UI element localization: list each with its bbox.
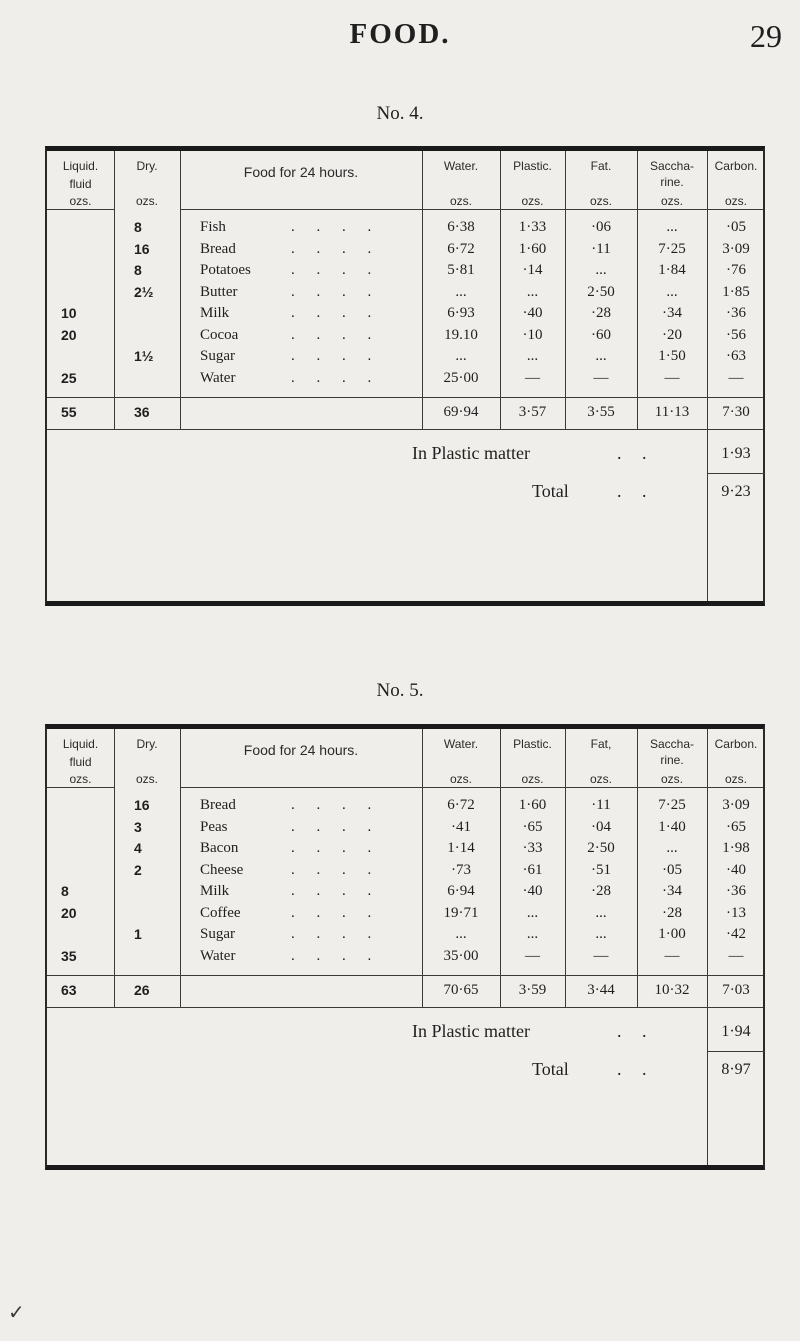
plastic-value: ·14 (522, 262, 543, 278)
summary-rule (47, 1007, 763, 1008)
food-name: Sugar (200, 348, 235, 364)
column-rule (707, 151, 708, 601)
plastic-matter-label: In Plastic matter (412, 443, 530, 463)
food-name: Water (200, 947, 236, 964)
dry-amount: 2 (134, 861, 142, 878)
liquid-total: 63 (61, 982, 77, 998)
table-row (47, 948, 763, 970)
saccharine-value: — (664, 947, 680, 964)
water-total: 70·65 (443, 982, 479, 998)
fat-value: 2·50 (587, 840, 615, 856)
saccharine-value: 1·50 (658, 348, 686, 364)
col-header-fat-unit: ozs. (589, 772, 612, 786)
carbon-value: 3·09 (722, 240, 750, 257)
header-rule (47, 209, 114, 210)
column-rule (180, 151, 181, 429)
header-rule (180, 787, 763, 788)
carbon-value: 1·85 (722, 283, 750, 300)
table-row (47, 370, 763, 392)
food-name: Water (200, 369, 236, 386)
saccharine-value: ... (666, 840, 678, 856)
table-row (47, 348, 763, 370)
fat-value: ·51 (591, 861, 611, 878)
dry-amount: 2½ (134, 283, 154, 300)
food-name: Fish (200, 219, 226, 235)
saccharine-value: 1·40 (658, 818, 686, 835)
col-header-fat-unit: ozs. (589, 194, 612, 208)
saccharine-value: ·05 (662, 861, 682, 878)
carbon-value: 3·09 (722, 797, 750, 813)
col-header-liquid-unit: ozs. (69, 194, 92, 208)
saccharine-total: 10·32 (654, 982, 690, 998)
food-name: Sugar (200, 926, 235, 942)
dot-leader: . . . . (291, 947, 381, 964)
liquid-amount: 20 (61, 904, 77, 921)
col-header-liquid-unit: ozs. (69, 772, 92, 786)
plastic-total: 3·59 (518, 982, 547, 998)
page-title: FOOD. (349, 18, 451, 50)
dry-amount: 16 (134, 240, 150, 257)
fat-total: 3·55 (587, 404, 615, 420)
water-value: ... (455, 348, 467, 364)
plastic-value: ·65 (522, 818, 543, 835)
water-value: 35·00 (443, 947, 479, 964)
fat-value: ... (595, 904, 607, 921)
plastic-value: ·33 (522, 840, 543, 856)
col-header-plastic: Plastic. (513, 737, 552, 751)
nutrition-table (45, 724, 765, 1170)
food-name: Butter (200, 283, 238, 300)
column-rule (180, 729, 181, 1007)
plastic-matter-value: 1·93 (721, 445, 751, 462)
water-value: 25·00 (443, 369, 479, 386)
saccharine-total: 11·13 (654, 404, 690, 420)
dot-leader: . . . . (291, 240, 381, 257)
col-header-liquid: Liquid. (62, 159, 99, 173)
plastic-value: — (525, 369, 540, 386)
col-header-carbon-unit: ozs. (724, 194, 747, 208)
liquid-total: 55 (61, 404, 77, 420)
col-header-fat: Fat. (590, 159, 612, 173)
column-rule (500, 729, 501, 1007)
liquid-amount: 8 (61, 883, 69, 899)
fat-value: ... (595, 926, 607, 942)
dot-leader: . . . . (291, 348, 381, 364)
col-header-plastic-unit: ozs. (521, 772, 544, 786)
dry-amount: 1½ (134, 348, 154, 364)
table-row (47, 883, 763, 905)
plastic-value: — (525, 947, 540, 964)
summary-rule (47, 429, 763, 430)
carbon-value: ·36 (726, 305, 746, 321)
table-row (47, 241, 763, 263)
column-rule (637, 729, 638, 1007)
column-rule (565, 729, 566, 1007)
col-header-liquid-fluid: fluid (69, 177, 92, 191)
table-number: No. 5. (376, 680, 424, 701)
dot-leader: . . (617, 443, 655, 463)
carbon-value: ·65 (726, 818, 746, 835)
plastic-value: ... (526, 283, 539, 300)
dot-leader: . . . . (291, 305, 381, 321)
dot-leader: . . . . (291, 283, 381, 300)
food-name: Cheese (200, 861, 244, 878)
total-label: Total (532, 481, 569, 501)
header-rule (180, 209, 763, 210)
col-header-water: Water. (443, 737, 479, 751)
carbon-total: 7·03 (722, 982, 750, 998)
plastic-value: ... (526, 926, 539, 942)
carbon-total: 7·30 (722, 404, 750, 420)
table-row (47, 327, 763, 349)
table-row (47, 284, 763, 306)
nutrition-table (45, 146, 765, 606)
header-rule (47, 787, 114, 788)
dot-leader: . . . . (291, 904, 381, 921)
col-header-dry-unit: ozs. (135, 772, 158, 786)
food-name: Bread (200, 240, 236, 257)
totals-row (47, 982, 763, 1004)
carbon-sum-rule (707, 473, 765, 474)
col-header-carbon-unit: ozs. (724, 772, 747, 786)
food-name: Potatoes (200, 262, 251, 278)
saccharine-value: ·28 (662, 904, 682, 921)
saccharine-value: 7·25 (658, 797, 686, 813)
carbon-value: ·42 (726, 926, 746, 942)
dry-amount: 16 (134, 797, 150, 813)
dry-total: 26 (134, 982, 150, 998)
water-value: 6·38 (447, 219, 475, 235)
water-value: 5·81 (447, 262, 475, 278)
column-rule (707, 729, 708, 1165)
col-header-water-unit: ozs. (449, 772, 472, 786)
col-header-dry-unit: ozs. (135, 194, 158, 208)
fat-value: — (593, 947, 609, 964)
table-row (47, 840, 763, 862)
dry-amount: 8 (134, 219, 142, 235)
col-header-saccharine-2: rine. (660, 175, 684, 189)
fat-value: 2·50 (587, 283, 615, 300)
dot-leader: . . . . (291, 861, 381, 878)
plastic-value: 1·60 (518, 797, 547, 813)
fat-value: — (593, 369, 609, 386)
table-row (47, 926, 763, 948)
food-name: Bread (200, 797, 236, 813)
col-header-water: Water. (443, 159, 479, 173)
column-rule (114, 151, 115, 429)
table-row (47, 819, 763, 841)
plastic-value: ... (526, 904, 539, 921)
water-value: 19.10 (444, 326, 478, 343)
fat-value: ·11 (591, 240, 611, 257)
dot-leader: . . . . (291, 369, 381, 386)
plastic-value: ·61 (522, 861, 543, 878)
water-value: ·41 (451, 818, 471, 835)
plastic-matter-label: In Plastic matter (412, 1021, 530, 1041)
table-row (47, 905, 763, 927)
table-row (47, 219, 763, 241)
food-name: Cocoa (200, 326, 239, 343)
totals-row (47, 404, 763, 426)
column-rule (422, 151, 423, 429)
dot-leader: . . . . (291, 883, 381, 899)
plastic-total: 3·57 (518, 404, 547, 420)
col-header-saccharine-2: rine. (660, 753, 684, 767)
dot-leader: . . . . (291, 219, 381, 235)
saccharine-value: — (664, 369, 680, 386)
running-head (0, 18, 800, 58)
saccharine-value: ·34 (662, 305, 682, 321)
water-value: 6·72 (447, 797, 475, 813)
total-value: 9·23 (721, 483, 751, 500)
water-value: 1·14 (447, 840, 475, 856)
saccharine-value: ... (666, 283, 678, 300)
food-name: Peas (200, 818, 228, 835)
plastic-value: ·40 (522, 883, 543, 899)
plastic-matter-value: 1·94 (721, 1023, 751, 1040)
column-rule (422, 729, 423, 1007)
liquid-amount: 10 (61, 305, 77, 321)
water-value: 6·94 (447, 883, 475, 899)
water-value: 6·93 (447, 305, 475, 321)
carbon-value: ·36 (726, 883, 746, 899)
liquid-amount: 35 (61, 947, 77, 964)
food-name: Milk (200, 305, 230, 321)
saccharine-value: 1·00 (658, 926, 686, 942)
total-value: 8·97 (721, 1061, 751, 1078)
table-row (47, 305, 763, 327)
plastic-value: ·40 (522, 305, 543, 321)
col-header-plastic: Plastic. (513, 159, 552, 173)
fat-value: ... (595, 262, 607, 278)
total-label: Total (532, 1059, 569, 1079)
dot-leader: . . . . (291, 926, 381, 942)
carbon-value: ·63 (726, 348, 746, 364)
col-header-liquid-fluid: fluid (69, 755, 92, 769)
saccharine-value: 7·25 (658, 240, 686, 257)
fat-total: 3·44 (587, 982, 615, 998)
fat-value: ·04 (591, 818, 611, 835)
dot-leader: . . . . (291, 840, 381, 856)
carbon-value: — (728, 947, 744, 964)
carbon-value: ·13 (726, 904, 746, 921)
dot-leader: . . . . (291, 262, 381, 278)
col-header-carbon: Carbon. (714, 737, 758, 751)
water-value: 19·71 (443, 904, 479, 921)
col-header-food: Food for 24 hours. (243, 742, 359, 758)
fat-value: ·28 (591, 305, 611, 321)
col-header-liquid: Liquid. (62, 737, 99, 751)
margin-mark: ✓ (8, 1302, 25, 1324)
col-header-dry: Dry. (136, 737, 158, 751)
water-total: 69·94 (443, 404, 479, 420)
dry-amount: 8 (134, 262, 142, 278)
liquid-amount: 25 (61, 369, 77, 386)
water-value: ... (455, 926, 467, 942)
saccharine-value: ·20 (662, 326, 682, 343)
totals-rule (47, 397, 763, 398)
dot-leader: . . (617, 1059, 655, 1079)
dot-leader: . . (617, 481, 655, 501)
col-header-saccharine: Saccha- (649, 737, 695, 751)
column-rule (500, 151, 501, 429)
column-rule (637, 151, 638, 429)
carbon-value: ·05 (726, 219, 746, 235)
table-number: No. 4. (376, 103, 424, 124)
col-header-fat: Fat, (590, 737, 612, 751)
water-value: ... (455, 283, 467, 300)
food-name: Milk (200, 883, 230, 899)
food-name: Coffee (200, 904, 241, 921)
carbon-value: ·56 (726, 326, 746, 343)
page-number: 29 (750, 18, 782, 54)
col-header-food: Food for 24 hours. (243, 164, 359, 180)
column-rule (114, 729, 115, 1007)
table-row (47, 262, 763, 284)
column-rule (565, 151, 566, 429)
saccharine-value: 1·84 (658, 262, 686, 278)
fat-value: ... (595, 348, 607, 364)
carbon-value: ·40 (726, 861, 746, 878)
fat-value: ·60 (591, 326, 611, 343)
water-value: 6·72 (447, 240, 475, 257)
water-value: ·73 (451, 861, 471, 878)
saccharine-value: ·34 (662, 883, 682, 899)
col-header-saccharine: Saccha- (649, 159, 695, 173)
plastic-value: 1·60 (518, 240, 547, 257)
carbon-value: — (728, 369, 744, 386)
col-header-water-unit: ozs. (449, 194, 472, 208)
table-row (47, 862, 763, 884)
table-row (47, 797, 763, 819)
totals-rule (47, 975, 763, 976)
fat-value: ·28 (591, 883, 611, 899)
plastic-value: ·10 (522, 326, 543, 343)
col-header-saccharine-unit: ozs. (660, 194, 683, 208)
carbon-value: ·76 (726, 262, 746, 278)
saccharine-value: ... (666, 219, 678, 235)
plastic-value: ... (526, 348, 539, 364)
col-header-plastic-unit: ozs. (521, 194, 544, 208)
dot-leader: . . . . (291, 797, 381, 813)
dot-leader: . . . . (291, 326, 381, 343)
dry-amount: 3 (134, 818, 142, 835)
col-header-carbon: Carbon. (714, 159, 758, 173)
fat-value: ·11 (591, 797, 611, 813)
fat-value: ·06 (591, 219, 611, 235)
col-header-saccharine-unit: ozs. (660, 772, 683, 786)
dot-leader: . . (617, 1021, 655, 1041)
carbon-sum-rule (707, 1051, 765, 1052)
dot-leader: . . . . (291, 818, 381, 835)
liquid-amount: 20 (61, 326, 77, 343)
dry-amount: 1 (134, 926, 142, 942)
carbon-value: 1·98 (722, 840, 750, 856)
dry-amount: 4 (134, 840, 142, 856)
plastic-value: 1·33 (518, 219, 547, 235)
dry-total: 36 (134, 404, 150, 420)
col-header-dry: Dry. (136, 159, 158, 173)
food-name: Bacon (200, 840, 239, 856)
